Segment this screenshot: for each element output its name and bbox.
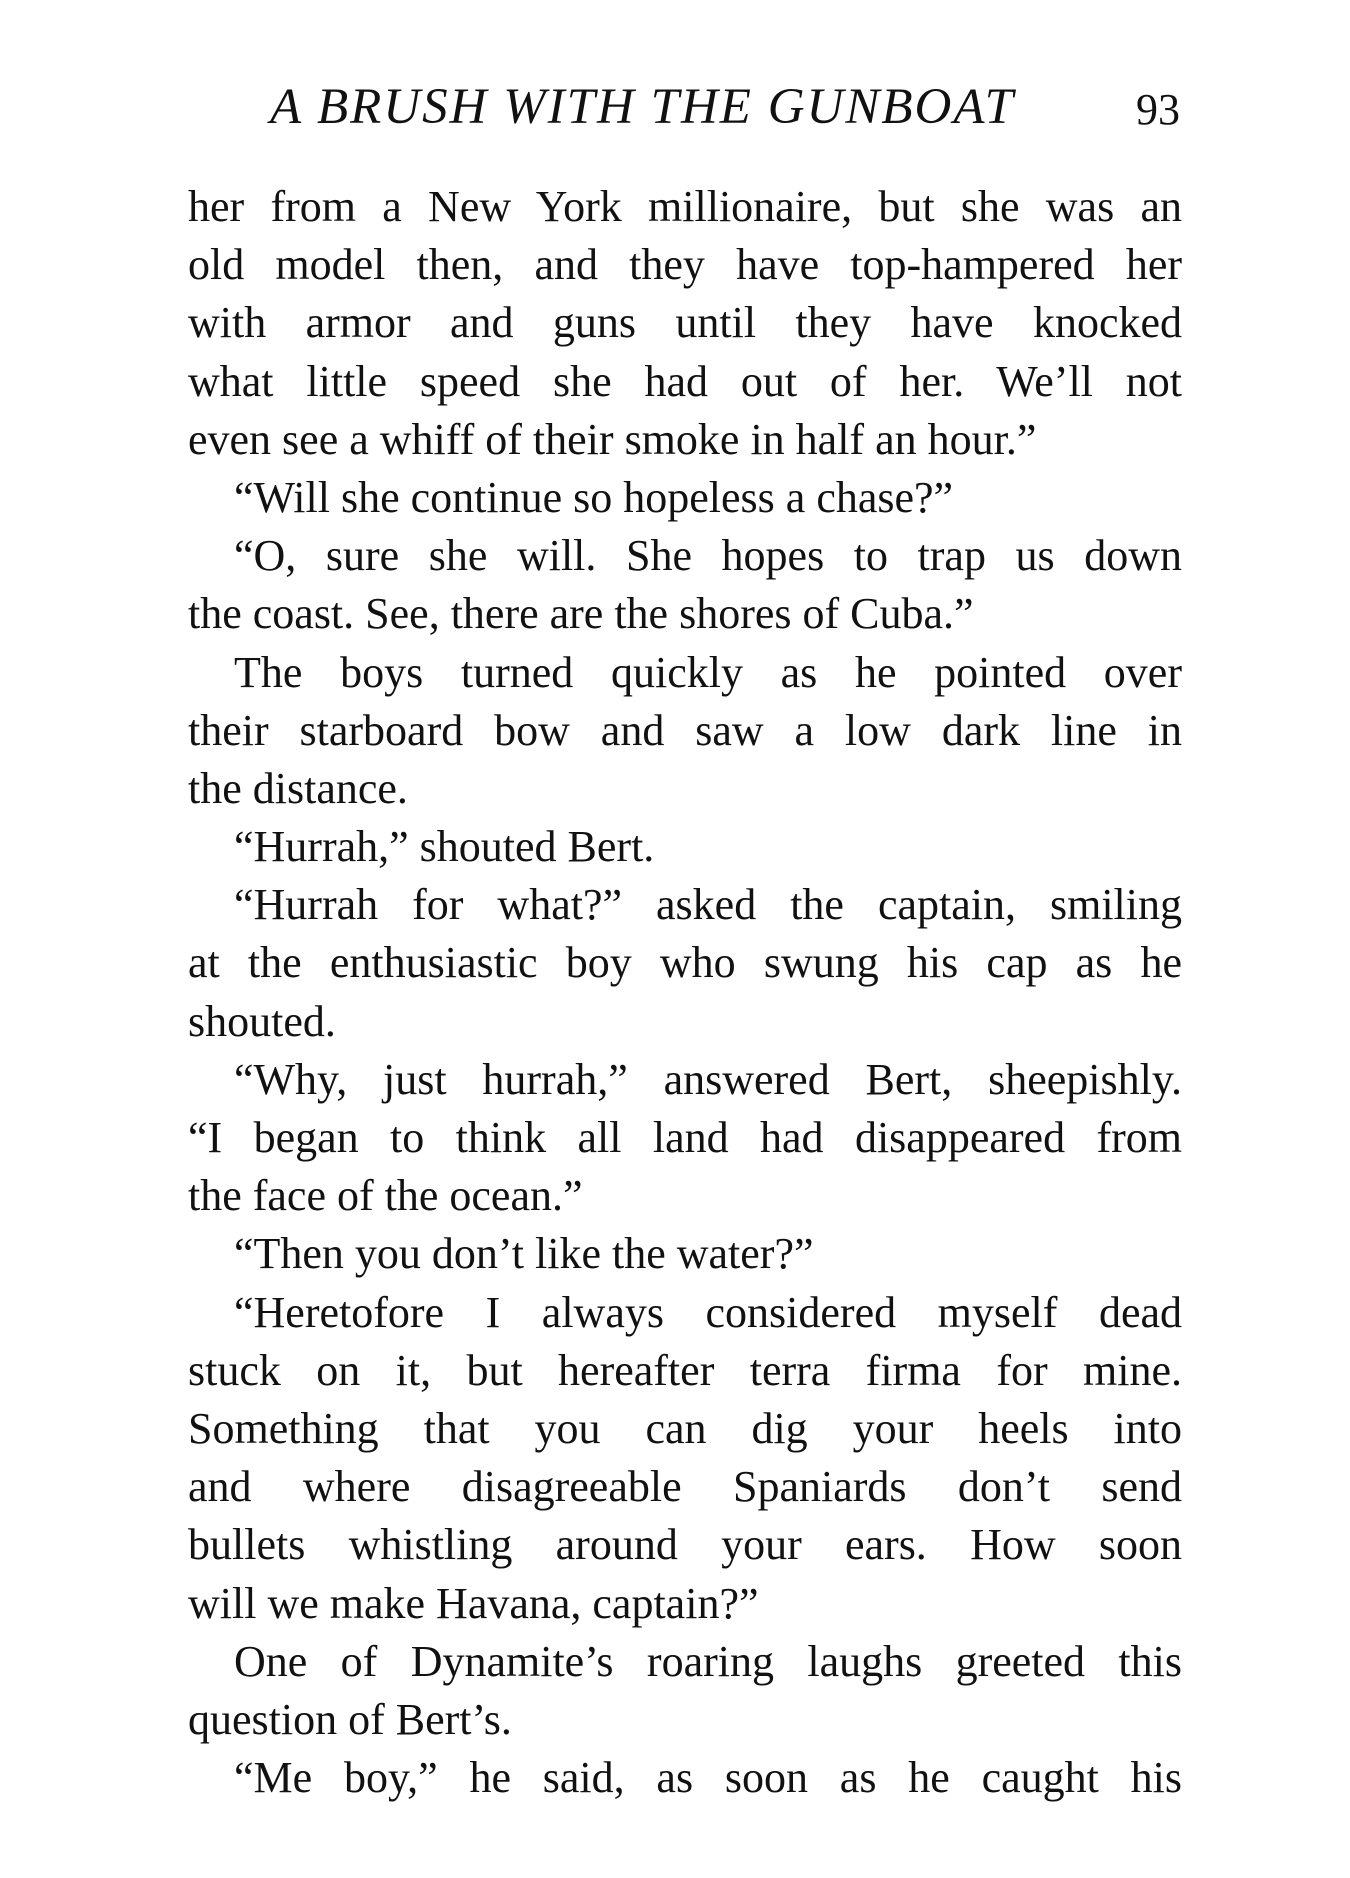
text-line: will we make Havana, captain?” xyxy=(188,1578,759,1628)
text-line: old model then, and they have top-hampered her xyxy=(188,240,1182,290)
text-line: what little speed she had out of her. We’ll not xyxy=(188,356,1182,406)
text-line: “Then you don’t like the water?” xyxy=(234,1229,814,1279)
text-line: her from a New York millionaire, but she was an xyxy=(188,182,1182,231)
text-line: their starboard bow and saw a low dark line in xyxy=(188,705,1182,755)
text-line: One of Dynamite’s roaring laughs greeted this xyxy=(234,1636,1182,1686)
text-line: even see a whiff of their smoke in half an hour.” xyxy=(188,414,1037,464)
text-line: shouted. xyxy=(188,996,336,1046)
running-title: A BRUSH WITH THE GUNBOAT xyxy=(270,79,1015,135)
text-line: the coast. See, there are the shores of Cuba.” xyxy=(188,589,974,639)
text-line: the face of the ocean.” xyxy=(188,1171,583,1221)
text-line: bullets whistling around your ears. How soon xyxy=(188,1520,1182,1570)
text-line: Something that you can dig your heels into xyxy=(188,1403,1182,1453)
text-line: “Hurrah for what?” asked the captain, smiling xyxy=(234,880,1182,930)
text-line: “I began to think all land had disappeared from xyxy=(188,1113,1182,1162)
text-line: “Will she continue so hopeless a chase?” xyxy=(234,472,954,522)
text-line: “Heretofore I always considered myself dead xyxy=(234,1287,1182,1337)
text-line: “O, sure she will. She hopes to trap us down xyxy=(234,531,1182,581)
running-head xyxy=(270,78,1180,138)
text-line: stuck on it, but hereafter terra firma for mine. xyxy=(188,1345,1182,1395)
text-line: and where disagreeable Spaniards don’t send xyxy=(188,1462,1182,1512)
text-line: “Hurrah,” shouted Bert. xyxy=(234,822,655,872)
text-line: “Me boy,” he said, as soon as he caught his xyxy=(234,1753,1182,1803)
text-line: the distance. xyxy=(188,763,408,813)
text-line: at the enthusiastic boy who swung his cap as he xyxy=(188,938,1182,988)
page-number: 93 xyxy=(1136,85,1180,134)
text-line: with armor and guns until they have knocked xyxy=(188,298,1182,348)
text-line: “Why, just hurrah,” answered Bert, sheepishly. xyxy=(234,1054,1182,1104)
body-text xyxy=(188,178,1182,1807)
text-line: The boys turned quickly as he pointed over xyxy=(234,647,1182,697)
text-line: question of Bert’s. xyxy=(188,1694,512,1744)
